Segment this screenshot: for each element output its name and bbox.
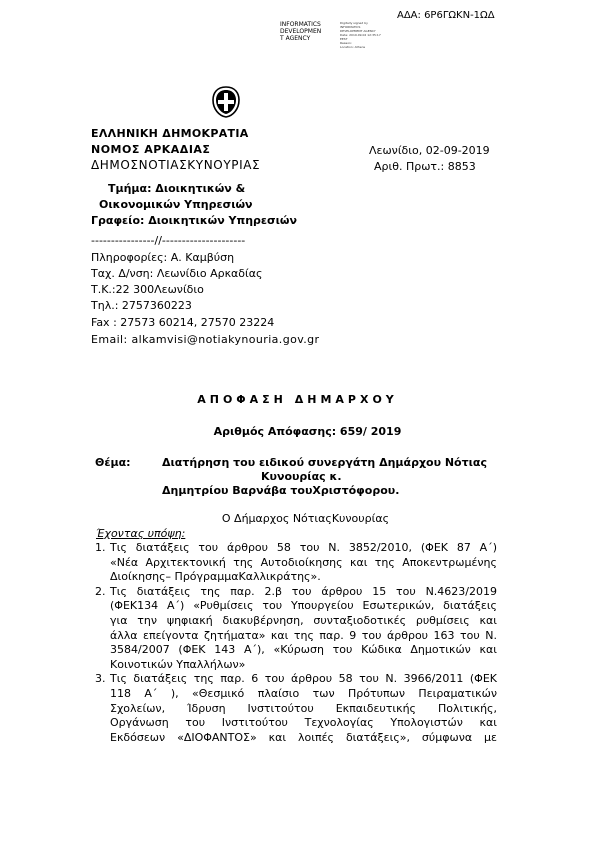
list-item-line: Κοινοτικών Υπαλλήλων» xyxy=(110,657,246,671)
list-item-number: 3. xyxy=(95,672,106,686)
separator-line: ----------------//--------------------- xyxy=(91,234,246,247)
agency-line: T AGENCY xyxy=(280,35,311,42)
republic-title: ΕΛΛΗΝΙΚΗ ΔΗΜΟΚΡΑΤΙΑ xyxy=(91,127,249,140)
considerations-list xyxy=(95,541,497,745)
list-item-line: Διοίκησης– ΠρόγραμμαΚαλλικράτης». xyxy=(110,570,321,584)
subject-line: Δημητρίου Βαρνάβα τουΧριστόφορου. xyxy=(162,484,400,497)
place-date: Λεωνίδιο, 02-09-2019 xyxy=(369,144,490,157)
info-contact: Πληροφορίες: Α. Καμβύση xyxy=(91,251,235,264)
prefecture: ΝΟΜΟΣ ΑΡΚΑΔΙΑΣ xyxy=(91,143,211,156)
list-item xyxy=(95,541,497,585)
postal-address: Ταχ. Δ/νση: Λεωνίδιο Αρκαδίας xyxy=(91,267,263,280)
subject-line: Διατήρηση του ειδικού συνεργάτη Δημάρχου Νότιας xyxy=(162,456,487,469)
list-item-line: (ΦΕΚ134 Α΄) «Ρυθμίσεις του Υπουργείου Εσωτερικών, διατάξεις xyxy=(110,599,497,613)
subject-line: Κυνουρίας κ. xyxy=(261,470,342,483)
list-item-line: Τις διατάξεις του άρθρου 58 του Ν. 3852/2010, (ΦΕΚ 87 Α΄) xyxy=(110,541,497,554)
postal-code: Τ.Κ.:22 300Λεωνίδιο xyxy=(91,283,204,296)
subject-label: Θέμα: xyxy=(95,456,131,469)
signature-detail-line: Digitally signed by xyxy=(340,21,368,25)
signature-agency xyxy=(280,21,321,42)
signature-detail-line: Reason: xyxy=(340,41,352,45)
agency-line: DEVELOPMEN xyxy=(280,28,322,35)
list-item-line: 118 Α΄ ), «Θεσμικό πλαίσιο των Πρότυπων Πειραματικών xyxy=(110,686,497,700)
list-item-line: Εκδόσεων «ΔΙΟΦΑΝΤΟΣ» και λοιπές διατάξεις», σύμφωνα με xyxy=(110,730,497,744)
list-item-number: 2. xyxy=(95,584,106,598)
municipality: ΔΗΜΟΣΝΟΤΙΑΣΚΥΝΟΥΡΙΑΣ xyxy=(91,158,261,172)
office: Γραφείο: Διοικητικών Υπηρεσιών xyxy=(91,214,297,227)
decision-title: ΑΠΟΦΑΣΗ ΔΗΜΑΡΧΟΥ xyxy=(197,393,398,406)
considering-heading: Έχοντας υπόψη: xyxy=(96,527,186,540)
department-line: Τμήμα: Διοικητικών & xyxy=(108,182,246,195)
signature-detail-line: Location: Athens xyxy=(340,45,366,49)
list-item-line: Σχολείων, Ίδρυση Ινστιτούτου Εκπαιδευτικής Πολιτικής, xyxy=(110,701,497,715)
signature-detail-line: EEST xyxy=(340,37,348,41)
signature-detail-line: INFORMATICS xyxy=(340,25,361,29)
mayor-heading: Ο Δήμαρχος ΝότιαςΚυνουρίας xyxy=(221,512,390,525)
protocol-number: Αριθ. Πρωτ.: 8853 xyxy=(374,160,476,173)
phone: Τηλ.: 2757360223 xyxy=(91,299,192,312)
signature-detail-line: DEVELOPMENT AGENCY xyxy=(340,29,376,33)
ada-code: ΑΔΑ: 6Ρ6ΓΩΚΝ-1ΩΔ xyxy=(397,10,495,21)
email: Email: alkamvisi@notiakynouria.gov.gr xyxy=(91,333,320,346)
list-item-line: για την ψηφιακή διακυβέρνηση, συνταξιοδοτικές ρυθμίσεις και xyxy=(110,613,497,627)
list-item-line: 3584/2007 (ΦΕΚ 143 Α΄), «Κύρωση του Κώδικα Δημοτικών και xyxy=(110,643,497,657)
agency-line: INFORMATICS xyxy=(280,21,321,28)
greek-coat-of-arms-icon xyxy=(211,86,241,118)
list-item-line: «Νέα Αρχιτεκτονική της Αυτοδιοίκησης και της Αποκεντρωμένης xyxy=(110,555,497,569)
decision-number: Αριθμός Απόφασης: 659/ 2019 xyxy=(213,425,402,438)
list-item-line: Οργάνωση του Ινστιτούτου Τεχνολογίας Υπολογιστών και xyxy=(110,716,497,730)
list-item-line: Τις διατάξεις της παρ. 6 του άρθρου 58 του Ν. 3966/2011 (ΦΕΚ xyxy=(110,672,497,686)
list-item xyxy=(95,672,497,745)
fax: Fax : 27573 60214, 27570 23224 xyxy=(91,316,275,329)
list-item-line: άλλα επείγοντα ζητήματα» και της παρ. 9 του άρθρου 163 του Ν. xyxy=(110,628,497,642)
list-item-number: 1. xyxy=(95,541,106,554)
department-line: Οικονομικών Υπηρεσιών xyxy=(99,198,253,211)
list-item-line: Τις διατάξεις της παρ. 2.β του άρθρου 15 του Ν.4623/2019 xyxy=(110,584,497,598)
signature-detail-line: Date: 2019.09.02 12:35:17 xyxy=(340,33,381,37)
list-item xyxy=(95,585,497,673)
signature-details xyxy=(340,21,381,49)
